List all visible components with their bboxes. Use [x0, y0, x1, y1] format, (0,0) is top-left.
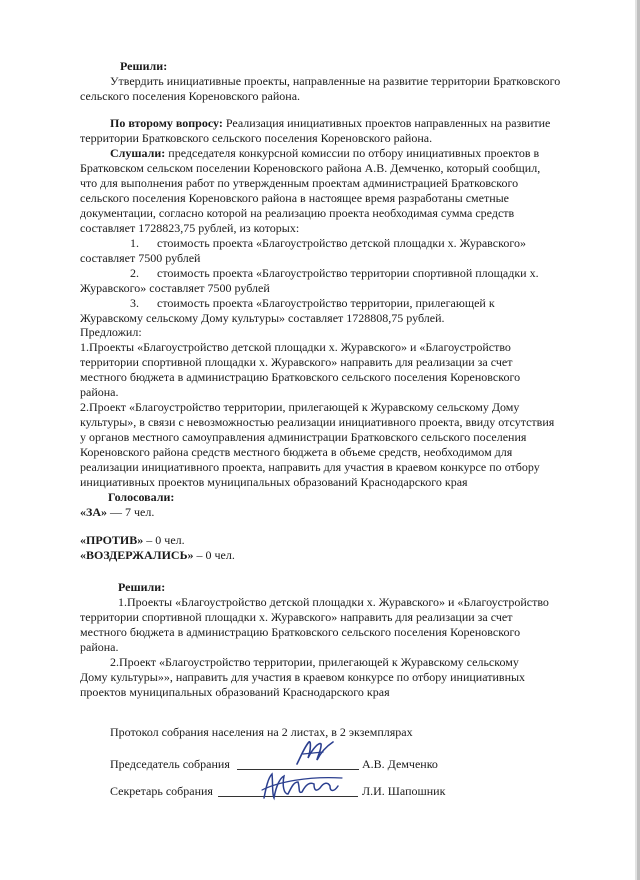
proposed-p2-line-2: культуры», в связи с невозможностью реализации инициативного проекта, ввиду отсутствия — [80, 415, 555, 429]
proposed-p2-line-3: у органов местного самоуправления администрации Братковского сельского поселения — [80, 430, 527, 444]
heard-line-3: что для выполнения работ по утвержденным проектам администрацией Братковского — [80, 176, 519, 190]
vote-against — [80, 533, 185, 547]
voting-heading: Голосовали: — [108, 490, 175, 504]
vote-for — [80, 505, 154, 519]
heard-line-2: Братковском сельском поселении Кореновского района А.В. Демченко, который сообщил, — [80, 161, 541, 175]
proposed-p2-line-4: Кореновского района средств местного бюджета в объеме средств, необходимом для — [80, 445, 513, 459]
decided2-p1-line-2: территории спортивной площадки х. Журавского» направить для реализации за счет — [80, 610, 513, 624]
secretary-name: Л.И. Шапошник — [362, 784, 446, 798]
cost-item-3-line-1: стоимость проекта «Благоустройство территории, прилегающей к — [157, 296, 495, 310]
decided2-heading: Решили: — [118, 580, 166, 594]
vote-abstain — [80, 548, 235, 562]
decided2-p1-line-4: района. — [80, 640, 119, 654]
question2-topic: Реализация инициативных проектов направленных на развитие — [222, 116, 551, 130]
heard-line-5: документации, согласно которой на реализацию проекта необходимая сумма средств — [80, 206, 515, 220]
cost-item-2-line-2: Журавского» составляет 7500 рублей — [80, 281, 270, 295]
heard-line-1 — [110, 146, 539, 160]
heard-line-6: составляет 1728823,75 рублей, из которых: — [80, 221, 300, 235]
protocol-note: Протокол собрания населения на 2 листах, в 2 экземплярах — [110, 725, 413, 739]
heard-label: Слушали: — [110, 146, 166, 160]
question2-line-2: территории Братковского сельского поселения Кореновского района. — [80, 131, 433, 145]
cost-item-3-number: 3. — [130, 296, 139, 310]
decided2-p2-line-3: проектов муниципальных образований Краснодарского края — [80, 685, 390, 699]
chair-title: Председатель собрания — [110, 757, 230, 771]
proposed-heading: Предложил: — [80, 325, 142, 339]
cost-item-3-line-2: Журавскому сельскому Дому культуры» составляет 1728808,75 рублей. — [80, 311, 445, 325]
proposed-p1-line-3: местного бюджета в администрацию Братковского сельского поселения Кореновского — [80, 370, 521, 384]
secretary-title: Секретарь собрания — [110, 784, 213, 798]
proposed-p1-line-2: территории спортивной площадки х. Журавского» направить для реализации за счет — [80, 355, 513, 369]
chair-signature — [293, 736, 339, 770]
vote-abstain-value: – 0 чел. — [193, 548, 235, 562]
vote-for-label: «ЗА» — [80, 505, 107, 519]
vote-against-label: «ПРОТИВ» — [80, 533, 144, 547]
decided2-p2-line-2: Дому культуры»», направить для участия в краевом конкурсе по отбору инициативных — [80, 670, 526, 684]
proposed-p2-line-1: 2.Проект «Благоустройство территории, прилегающей к Журавскому сельскому Дому — [80, 400, 520, 414]
decided1-line-1: Утвердить инициативные проекты, направленные на развитие территории Братковского — [110, 74, 561, 88]
cost-item-2-number: 2. — [130, 266, 139, 280]
chair-name: А.В. Демченко — [362, 757, 438, 771]
proposed-p2-line-5: реализации инициативного проекта, направить для участия в краевом конкурсе по отбору — [80, 460, 540, 474]
vote-abstain-label: «ВОЗДЕРЖАЛИСЬ» — [80, 548, 194, 562]
decided1-heading: Решили: — [120, 59, 168, 73]
question2-label: По второму вопросу: — [110, 116, 223, 130]
decided1-line-2: сельского поселения Кореновского района. — [80, 89, 301, 103]
decided2-p1-line-1: 1.Проекты «Благоустройство детской площадки х. Журавского» и «Благоустройство — [118, 595, 549, 609]
cost-item-1-number: 1. — [130, 236, 139, 250]
heard-intro: председателя конкурсной комиссии по отбору инициативных проектов в — [165, 146, 540, 160]
heard-line-4: сельского поселения Кореновского района в настоящее время разработаны сметные — [80, 191, 509, 205]
decided2-p2-line-1: 2.Проект «Благоустройство территории, прилегающей к Журавскому сельскому — [110, 655, 519, 669]
vote-for-value: — 7 чел. — [107, 505, 155, 519]
cost-item-1-line-2: составляет 7500 рублей — [80, 251, 201, 265]
proposed-p1-line-1: 1.Проекты «Благоустройство детской площадки х. Журавского» и «Благоустройство — [80, 340, 511, 354]
proposed-p1-line-4: района. — [80, 385, 119, 399]
secretary-signature — [258, 768, 348, 804]
proposed-p2-line-6: инициативных проектов муниципальных образований Краснодарского края — [80, 475, 468, 489]
decided2-p1-line-3: местного бюджета в администрацию Братковского сельского поселения Кореновского — [80, 625, 521, 639]
cost-item-2-line-1: стоимость проекта «Благоустройство территории спортивной площадки х. — [157, 266, 539, 280]
question2-line-1 — [110, 116, 550, 130]
cost-item-1-line-1: стоимость проекта «Благоустройство детской площадки х. Журавского» — [157, 236, 526, 250]
vote-against-value: – 0 чел. — [143, 533, 185, 547]
